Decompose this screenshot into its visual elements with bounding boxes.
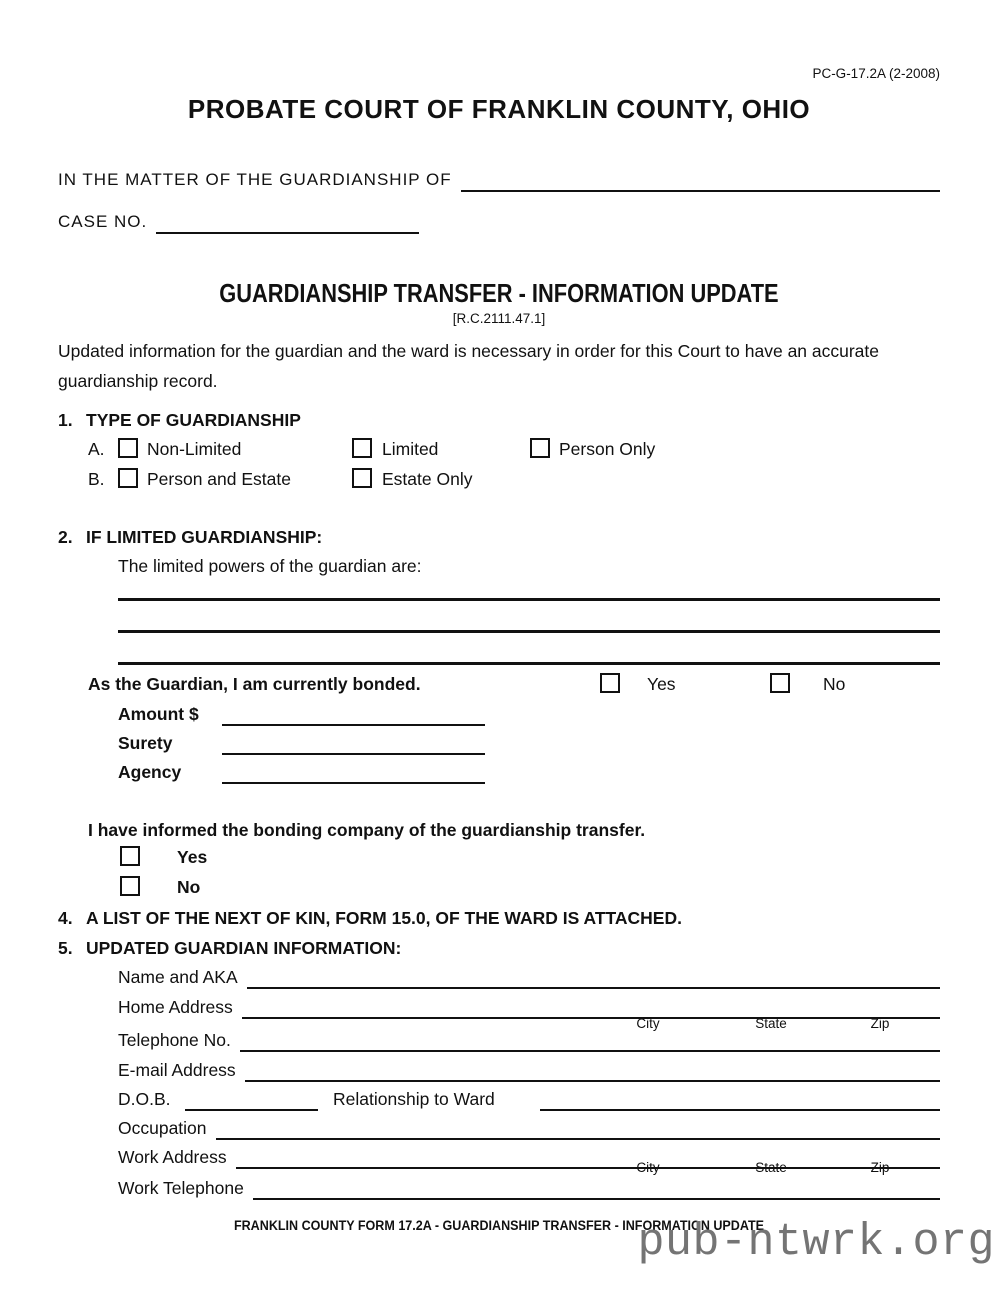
section4-heading-label: A LIST OF THE NEXT OF KIN, FORM 15.0, OF THE WARD IS ATTACHED. bbox=[86, 908, 682, 928]
guardian-name-row bbox=[58, 965, 940, 989]
bond-agency-row bbox=[58, 760, 940, 784]
section2-heading bbox=[58, 525, 940, 549]
bond-agency-field[interactable] bbox=[222, 760, 485, 784]
dob-field[interactable] bbox=[185, 1087, 318, 1111]
form-number: PC-G-17.2A (2-2008) bbox=[812, 66, 940, 81]
dob-label: D.O.B. bbox=[118, 1089, 171, 1109]
section1-number: 1. bbox=[58, 410, 73, 430]
limited-powers-line-2[interactable] bbox=[118, 630, 940, 633]
informed-yes-label: Yes bbox=[177, 847, 208, 867]
work-telephone-row bbox=[58, 1176, 940, 1200]
checkbox-non-limited[interactable] bbox=[118, 438, 138, 458]
relationship-label: Relationship to Ward bbox=[333, 1089, 495, 1109]
checkbox-non-limited-label: Non-Limited bbox=[147, 439, 242, 459]
informed-no-label: No bbox=[177, 877, 201, 897]
section5-heading-label: UPDATED GUARDIAN INFORMATION: bbox=[86, 938, 402, 958]
bond-surety-field[interactable] bbox=[222, 731, 485, 755]
checkbox-limited-label: Limited bbox=[382, 439, 439, 459]
work-city-label: City bbox=[636, 1160, 660, 1175]
court-title: PROBATE COURT OF FRANKLIN COUNTY, OHIO bbox=[187, 94, 811, 124]
informed-no-row bbox=[58, 875, 940, 899]
work-address-csz-labels bbox=[58, 1160, 940, 1176]
bond-amount-row bbox=[58, 702, 940, 726]
bond-surety-label: Surety bbox=[118, 733, 173, 753]
matter-row bbox=[58, 168, 940, 192]
dob-row bbox=[58, 1087, 940, 1111]
bonded-row bbox=[58, 672, 940, 696]
form-title: GUARDIANSHIP TRANSFER - INFORMATION UPDATE bbox=[219, 278, 779, 308]
work-telephone-field[interactable] bbox=[253, 1176, 940, 1200]
work-address-label: Work Address bbox=[118, 1147, 227, 1167]
work-zip-label: Zip bbox=[870, 1160, 890, 1175]
section2-number: 2. bbox=[58, 527, 73, 547]
email-row bbox=[58, 1058, 940, 1082]
section2-heading-label: IF LIMITED GUARDIANSHIP: bbox=[86, 527, 323, 547]
guardianship-type-row-a bbox=[58, 437, 940, 461]
telephone-field[interactable] bbox=[240, 1028, 940, 1052]
intro-paragraph: Updated information for the guardian and the ward is necessary in order for this Court to have an accurate guardianship record. bbox=[58, 341, 880, 391]
checkbox-informed-yes[interactable] bbox=[120, 846, 140, 866]
checkbox-person-only[interactable] bbox=[530, 438, 550, 458]
checkbox-bonded-no[interactable] bbox=[770, 673, 790, 693]
city-label: City bbox=[636, 1016, 660, 1031]
matter-label: IN THE MATTER OF THE GUARDIANSHIP OF bbox=[58, 170, 452, 189]
state-label: State bbox=[755, 1016, 787, 1031]
case-row bbox=[58, 210, 940, 234]
bonded-statement: As the Guardian, I am currently bonded. bbox=[88, 674, 421, 694]
email-label: E-mail Address bbox=[118, 1060, 236, 1080]
footer-form-reference: FRANKLIN COUNTY FORM 17.2A - GUARDIANSHIP TRANSFER - INFORMATION UPDATE bbox=[233, 1218, 765, 1233]
work-telephone-label: Work Telephone bbox=[118, 1178, 244, 1198]
case-label: CASE NO. bbox=[58, 212, 148, 231]
guardian-name-label: Name and AKA bbox=[118, 967, 238, 987]
checkbox-estate-only-label: Estate Only bbox=[382, 469, 473, 489]
informed-yes-row bbox=[58, 845, 940, 869]
occupation-row bbox=[58, 1116, 940, 1140]
checkbox-limited[interactable] bbox=[352, 438, 372, 458]
occupation-field[interactable] bbox=[216, 1116, 940, 1140]
zip-label: Zip bbox=[870, 1016, 890, 1031]
email-field[interactable] bbox=[245, 1058, 940, 1082]
checkbox-estate-only[interactable] bbox=[352, 468, 372, 488]
bond-amount-label: Amount $ bbox=[118, 704, 199, 724]
checkbox-person-and-estate[interactable] bbox=[118, 468, 138, 488]
section4-heading bbox=[58, 906, 940, 930]
ward-name-field[interactable] bbox=[461, 168, 940, 192]
row-a-label: A. bbox=[88, 439, 105, 459]
bonded-yes-label: Yes bbox=[647, 674, 676, 694]
telephone-label: Telephone No. bbox=[118, 1030, 231, 1050]
guardian-name-field[interactable] bbox=[247, 965, 940, 989]
bond-agency-label: Agency bbox=[118, 762, 182, 782]
section5-heading bbox=[58, 936, 940, 960]
occupation-label: Occupation bbox=[118, 1118, 207, 1138]
guardianship-type-row-b bbox=[58, 467, 940, 491]
limited-powers-line-1[interactable] bbox=[118, 598, 940, 601]
row-b-label: B. bbox=[88, 469, 105, 489]
checkbox-informed-no[interactable] bbox=[120, 876, 140, 896]
section1-heading-label: TYPE OF GUARDIANSHIP bbox=[86, 410, 301, 430]
home-address-label: Home Address bbox=[118, 997, 233, 1017]
case-number-field[interactable] bbox=[156, 210, 419, 234]
limited-powers-line-3[interactable] bbox=[118, 662, 940, 665]
bond-surety-row bbox=[58, 731, 940, 755]
section4-number: 4. bbox=[58, 908, 73, 928]
section1-heading bbox=[58, 408, 940, 432]
checkbox-person-only-label: Person Only bbox=[559, 439, 656, 459]
relationship-field[interactable] bbox=[540, 1087, 940, 1111]
checkbox-person-and-estate-label: Person and Estate bbox=[147, 469, 291, 489]
statute-reference: [R.C.2111.47.1] bbox=[452, 311, 546, 326]
telephone-row bbox=[58, 1028, 940, 1052]
bond-amount-field[interactable] bbox=[222, 702, 485, 726]
checkbox-bonded-yes[interactable] bbox=[600, 673, 620, 693]
watermark: pub-ntwrk.org bbox=[637, 1217, 995, 1268]
section5-number: 5. bbox=[58, 938, 73, 958]
bonded-no-label: No bbox=[823, 674, 846, 694]
work-state-label: State bbox=[755, 1160, 787, 1175]
form-page: PC-G-17.2A (2-2008) PROBATE COURT OF FRANKLIN COUNTY, OHIO IN THE MATTER OF THE GUARDIANSHIP OF CASE NO. GUARDIANSHIP TRANSFER - INFORMATION UPDATE [R.C.2111.47.1] Updated information for the guardian and the ward is necessary in order for this Court to have an accurate guardianship record. 1. TYPE OF GUARDIANSHIP A. Non-Limited Limited Person Only B. Person and Estate Estate Only 2. IF LIMITED GUARDIANSHIP: The limited powers of the guardian are: As the Guardian, I am currently bonded. Yes No Amount $ Surety Agency I have informed the bonding company of the guardianship transfer. Yes No 4. A LIST OF THE NEXT OF KIN, FORM 15.0, OF THE WARD IS ATTACHED. 5. UPDATED GUARDIAN INFORMATION: Name and AKA Home Address City State Zip Telephone No. E-mail Address D.O.B. Relationship to Ward Occupation Work Address City State Zip Work Telephone FRANKLIN COUNTY FORM 17.2A - GUARDIANSHIP TRANSFER - INFORMATION UPDATE pub-ntwrk.org bbox=[0, 0, 998, 1292]
